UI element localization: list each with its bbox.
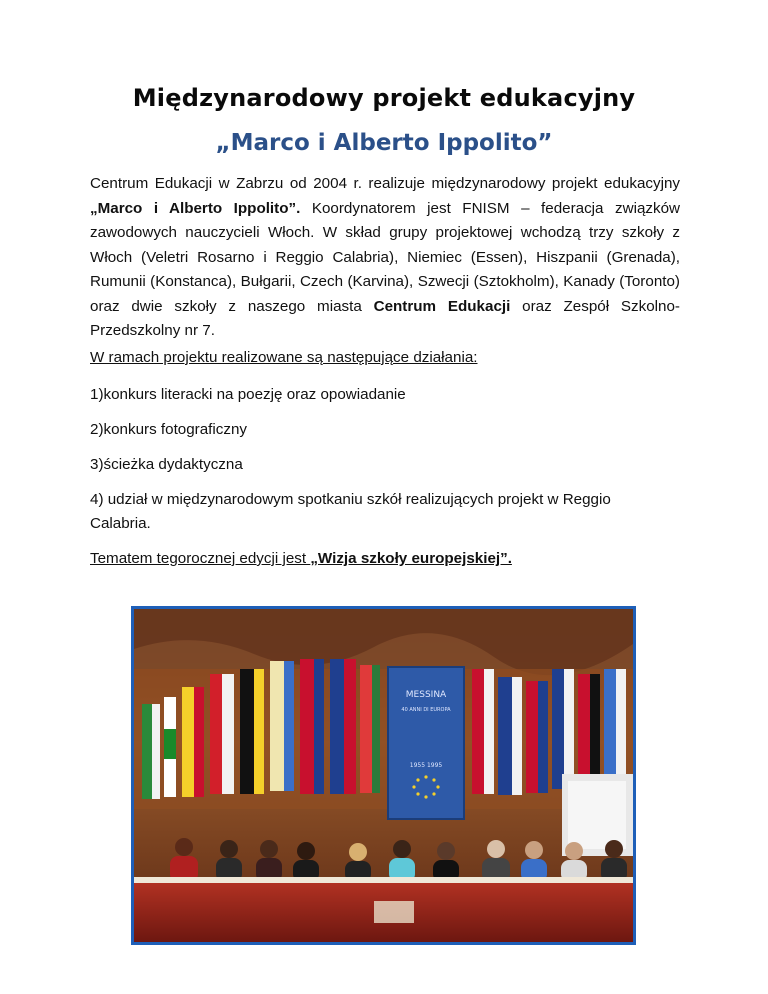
document-subtitle: „Marco i Alberto Ippolito” [215,130,553,156]
intro-text-1: Centrum Edukacji w Zabrzu od 2004 r. realizuje międzynarodowy projekt edukacyjny [90,175,680,192]
intro-text-3: oraz Zespół Szkolno-Przedszkolny nr 7. [90,297,680,339]
activities-heading: W ramach projektu realizowane są następujące działania: [90,349,478,366]
banner-sub: 40 ANNI DI EUROPA [401,707,451,713]
document-title: Międzynarodowy projekt edukacyjny [132,84,636,112]
intro-paragraph [90,172,680,344]
theme-line [90,547,690,571]
conference-photo-image [134,609,633,942]
activity-item: 2)konkurs fotograficzny [90,421,248,438]
intro-bold-project: „Marco i Alberto Ippolito”. [90,199,301,217]
theme-bold: „Wizja szkoły europejskiej”. [310,550,512,567]
intro-text-2: Koordynatorem jest FNISM – federacja związków zawodowych nauczycieli Włoch. W skład grupy projektowej wchodzą trzy szkoły z Włoch (Veletri Rosarno i Reggio Calabria), Niemiec (Essen), Hiszpanii (Grenada), Rumunii (Konstanca), Bułgarii, Czech (Karvina), Szwecji (Sztokholm), Kanady (Toronto) oraz dwie szkoły z naszego miasta [90,199,680,315]
activity-item: 1)konkurs literacki na poezję oraz opowiadanie [90,386,406,403]
activity-item: 4) udział w międzynarodowym spotkaniu szkół realizujących projekt w Reggio Calabria. [90,491,611,532]
intro-bold-centrum: Centrum Edukacji [373,297,511,315]
conference-photo [131,606,636,945]
theme-prefix: Tematem tegorocznej edycji jest [90,550,311,567]
banner-years: 1955 1995 [409,762,443,769]
banner-city: MESSINA [405,690,447,700]
activity-item: 3)ścieżka dydaktyczna [90,456,243,473]
